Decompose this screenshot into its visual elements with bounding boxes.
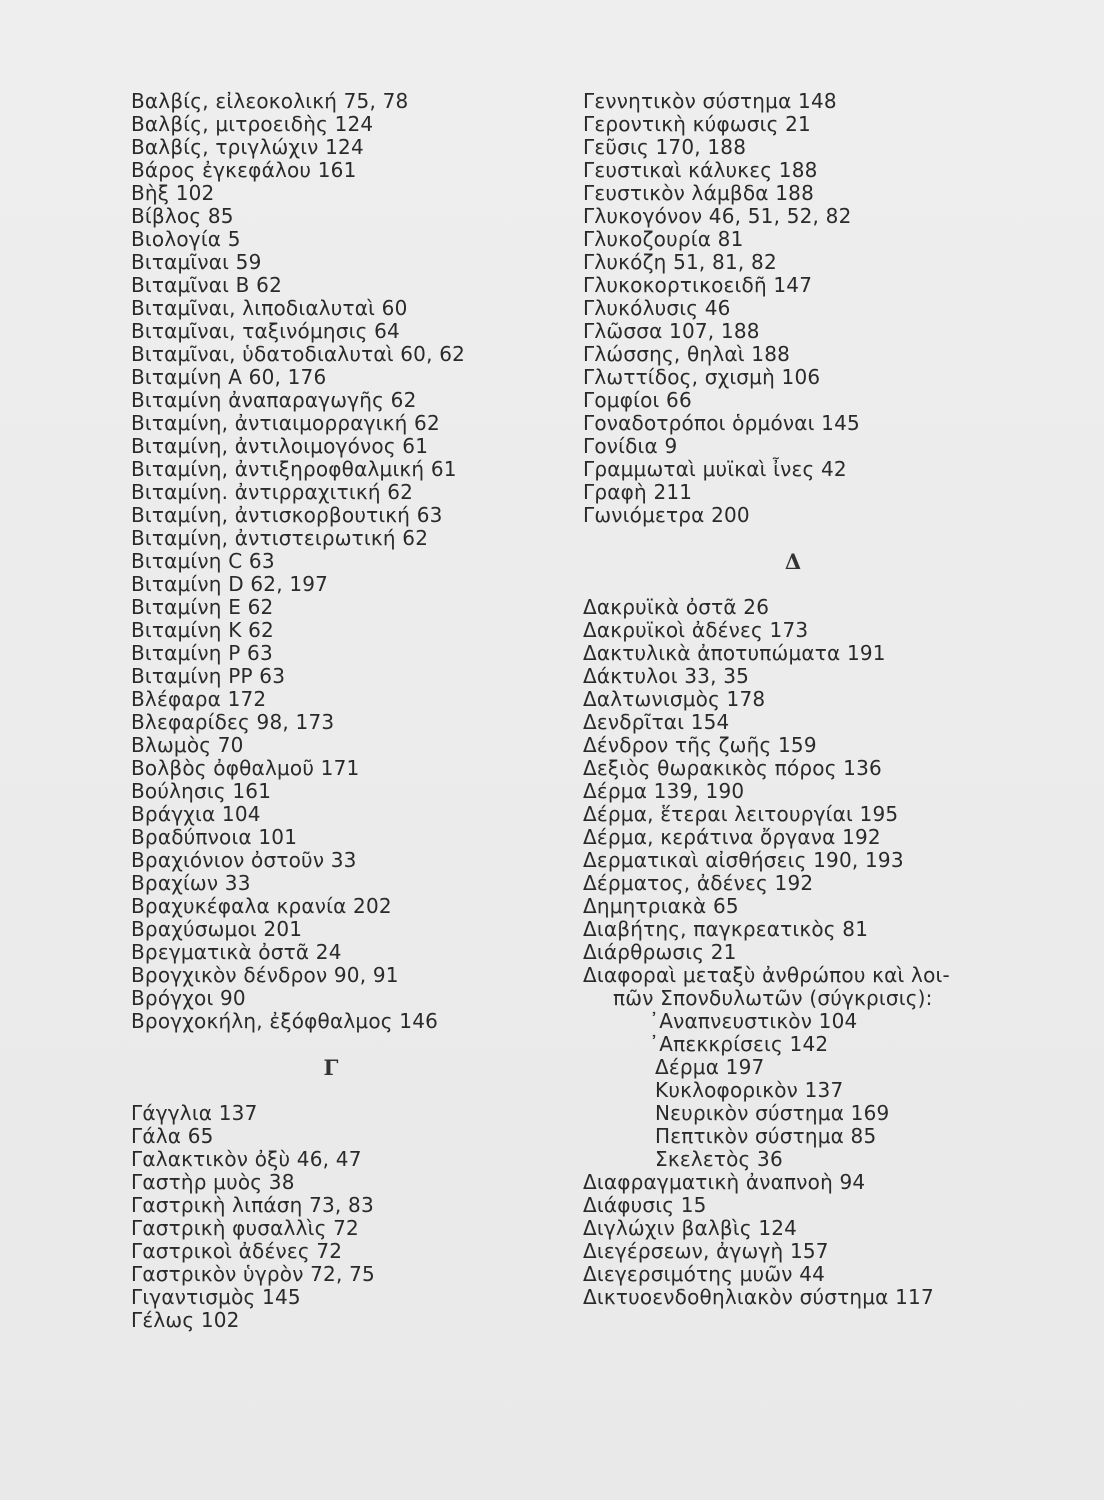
index-entry: Δεξιὸς θωρακικὸς πόρος 136: [583, 756, 882, 780]
index-entry: Βάρος ἐγκεφάλου 161: [131, 158, 357, 182]
index-entry: Γαστρικὴ λιπάση 73, 83: [131, 1193, 374, 1217]
index-entry: Γεῦσις 170, 188: [583, 135, 747, 159]
index-entry: Βλεφαρίδες 98, 173: [131, 710, 335, 734]
index-entry: Διεγέρσεων, ἀγωγὴ 157: [583, 1239, 829, 1263]
index-entry: Δακτυλικὰ ἀποτυπώματα 191: [583, 641, 886, 665]
index-entry: Βραχύσωμοι 201: [131, 917, 303, 941]
index-entry: Γλυκοκορτικοειδῆ 147: [583, 273, 813, 297]
index-entry: ᾿Απεκκρίσεις 142: [649, 1032, 829, 1056]
index-entry: Βιολογία 5: [131, 227, 241, 251]
index-entry: Βιταμίνη, ἀντιστειρωτική 62: [131, 526, 429, 550]
index-entry: Βαλβίς, μιτροειδὴς 124: [131, 112, 374, 136]
index-entry: Βιταμῖναι B 62: [131, 273, 283, 297]
index-entry: Βρόγχοι 90: [131, 986, 246, 1010]
index-entry: Γέλως 102: [131, 1308, 240, 1332]
index-entry: Βιταμίνη D 62, 197: [131, 572, 329, 596]
index-entry: Βλέφαρα 172: [131, 687, 267, 711]
index-entry: Βλωμὸς 70: [131, 733, 244, 757]
section-heading-delta: Δ: [784, 549, 802, 574]
index-entry: Δημητριακὰ 65: [583, 894, 739, 918]
index-entry: Βιταμίνη PP 63: [131, 664, 286, 688]
index-section-gamma: [131, 1102, 531, 1332]
index-entry: Δενδρῖται 154: [583, 710, 730, 734]
index-entry: Βρογχικὸν δένδρον 90, 91: [131, 963, 399, 987]
index-entry: Γραφὴ 211: [583, 480, 693, 504]
index-entry: Κυκλοφορικὸν 137: [655, 1078, 844, 1102]
index-entry: Δέρμα, ἕτεραι λειτουργίαι 195: [583, 802, 899, 826]
index-entry: Βιταμίνη. ἀντιρραχιτική 62: [131, 480, 414, 504]
index-subentries-a: [583, 1010, 1003, 1056]
index-entry: Διαφραγματικὴ ἀναπνοὴ 94: [583, 1170, 866, 1194]
index-entry: Γάγγλια 137: [131, 1101, 258, 1125]
index-entry: Δερματικαὶ αἰσθήσεις 190, 193: [583, 848, 904, 872]
index-entry: Βιταμῖναι, λιποδιαλυταὶ 60: [131, 296, 408, 320]
index-entry: Βρογχοκήλη, ἐξόφθαλμος 146: [131, 1009, 439, 1033]
index-entry: Βραχιόνιον ὀστοῦν 33: [131, 848, 357, 872]
index-entry: Γραμμωταὶ μυϊκαὶ ἶνες 42: [583, 457, 847, 481]
index-entry: Βρεγματικὰ ὀστᾶ 24: [131, 940, 342, 964]
index-entry: Γαλακτικὸν ὀξὺ 46, 47: [131, 1147, 362, 1171]
index-entry: Βολβὸς ὀφθαλμοῦ 171: [131, 756, 360, 780]
index-section-gamma-continued: [583, 90, 1003, 527]
index-entry: Βιταμίνη E 62: [131, 595, 274, 619]
index-entry: Γευστικὸν λάμβδα 188: [583, 181, 815, 205]
index-entry: Γεννητικὸν σύστημα 148: [583, 89, 837, 113]
index-entry: Γλώσσης, θηλαὶ 188: [583, 342, 791, 366]
index-entry: Δένδρον τῆς ζωῆς 159: [583, 733, 817, 757]
index-entry: Γαστρικὴ φυσαλλὶς 72: [131, 1216, 359, 1240]
index-entry: Γοναδοτρόποι ὁρμόναι 145: [583, 411, 860, 435]
index-entry: Γεροντικὴ κύφωσις 21: [583, 112, 811, 136]
index-entry: Βιταμίνη, ἀντιαιμορραγική 62: [131, 411, 440, 435]
index-entry: Βούλησις 161: [131, 779, 272, 803]
index-entry: Πεπτικὸν σύστημα 85: [655, 1124, 877, 1148]
index-entry-continuation: πῶν Σπονδυλωτῶν (σύγκρισις):: [613, 986, 933, 1010]
index-entry: Βραδύπνοια 101: [131, 825, 298, 849]
index-entry: Βιταμίνη ἀναπαραγωγῆς 62: [131, 388, 417, 412]
index-entry: Δακρυϊκοὶ ἀδένες 173: [583, 618, 809, 642]
index-section-delta-continued: [583, 1171, 1003, 1309]
index-entry: Δικτυοενδοθηλιακὸν σύστημα 117: [583, 1285, 934, 1309]
index-entry: Γλῶσσα 107, 188: [583, 319, 760, 343]
index-entry: Βιταμίνη P 63: [131, 641, 273, 665]
index-entry: Βραχίων 33: [131, 871, 251, 895]
index-entry: Βιταμίνη, ἀντιξηροφθαλμική 61: [131, 457, 457, 481]
index-entry: Σκελετὸς 36: [655, 1147, 783, 1171]
index-entry: Διαφοραὶ μεταξὺ ἀνθρώπου καὶ λοι-: [583, 963, 950, 987]
index-entry: Γλωττίδος, σχισμὴ 106: [583, 365, 821, 389]
index-entry: Διαβήτης, παγκρεατικὸς 81: [583, 917, 869, 941]
index-entry: Βαλβίς, τριγλώχιν 124: [131, 135, 364, 159]
index-entry: Γάλα 65: [131, 1124, 214, 1148]
index-column-right: [583, 90, 1003, 1309]
index-entry: Βράγχια 104: [131, 802, 261, 826]
index-entry: Βαλβίς, εἰλεοκολική 75, 78: [131, 89, 409, 113]
index-entry: Διάρθρωσις 21: [583, 940, 737, 964]
index-entry: Γλυκόζη 51, 81, 82: [583, 250, 777, 274]
index-entry: Βιταμίνη K 62: [131, 618, 274, 642]
index-entry: Γλυκογόνον 46, 51, 52, 82: [583, 204, 852, 228]
index-entry: Γωνιόμετρα 200: [583, 503, 750, 527]
index-entry: Διεγερσιμότης μυῶν 44: [583, 1262, 826, 1286]
index-entry: Βραχυκέφαλα κρανία 202: [131, 894, 392, 918]
section-gap: [131, 1033, 531, 1056]
index-entry: Βιταμίνη, ἀντισκορβουτική 63: [131, 503, 443, 527]
section-gap: [583, 527, 1003, 550]
index-entry: Δάκτυλοι 33, 35: [583, 664, 750, 688]
index-section-beta: [131, 90, 531, 1033]
index-entry: Βιταμίνη, ἀντιλοιμογόνος 61: [131, 434, 429, 458]
index-entry: Βίβλος 85: [131, 204, 234, 228]
index-entry: Δακρυϊκὰ ὀστᾶ 26: [583, 595, 770, 619]
index-entry: Γονίδια 9: [583, 434, 678, 458]
section-gap: [583, 573, 1003, 596]
index-entry: Γαστρικοὶ ἀδένες 72: [131, 1239, 343, 1263]
index-entry: Βιταμῖναι 59: [131, 250, 262, 274]
index-entry: Διάφυσις 15: [583, 1193, 707, 1217]
index-entry: Διγλώχιν βαλβὶς 124: [583, 1216, 798, 1240]
index-entry: ᾿Αναπνευστικὸν 104: [649, 1009, 858, 1033]
index-entry: Βιταμῖναι, ὑδατοδιαλυταὶ 60, 62: [131, 342, 466, 366]
index-entry: Δέρμα 197: [655, 1055, 765, 1079]
section-gap: [131, 1079, 531, 1102]
index-entry: Βιταμίνη A 60, 176: [131, 365, 327, 389]
index-entry: Δέρμα 139, 190: [583, 779, 745, 803]
index-entry: Γευστικαὶ κάλυκες 188: [583, 158, 818, 182]
index-entry: Δαλτωνισμὸς 178: [583, 687, 766, 711]
index-entry: Νευρικὸν σύστημα 169: [655, 1101, 890, 1125]
section-heading-gamma: Γ: [323, 1055, 339, 1080]
index-entry: Βιταμῖναι, ταξινόμησις 64: [131, 319, 400, 343]
index-section-delta: [583, 596, 1003, 987]
index-entry: Βὴξ 102: [131, 181, 215, 205]
index-subentries-b: [583, 1056, 1003, 1171]
index-entry: Γιγαντισμὸς 145: [131, 1285, 301, 1309]
index-entry: Δέρματος, ἀδένες 192: [583, 871, 814, 895]
index-entry: Γομφίοι 66: [583, 388, 692, 412]
index-entry: Γλυκοζουρία 81: [583, 227, 744, 251]
index-entry: Βιταμίνη C 63: [131, 549, 275, 573]
index-entry: Γαστὴρ μυὸς 38: [131, 1170, 295, 1194]
index-entry: Γλυκόλυσις 46: [583, 296, 731, 320]
index-entry: Δέρμα, κεράτινα ὄργανα 192: [583, 825, 881, 849]
index-entry: Γαστρικὸν ὑγρὸν 72, 75: [131, 1262, 375, 1286]
index-column-left: [131, 90, 531, 1332]
